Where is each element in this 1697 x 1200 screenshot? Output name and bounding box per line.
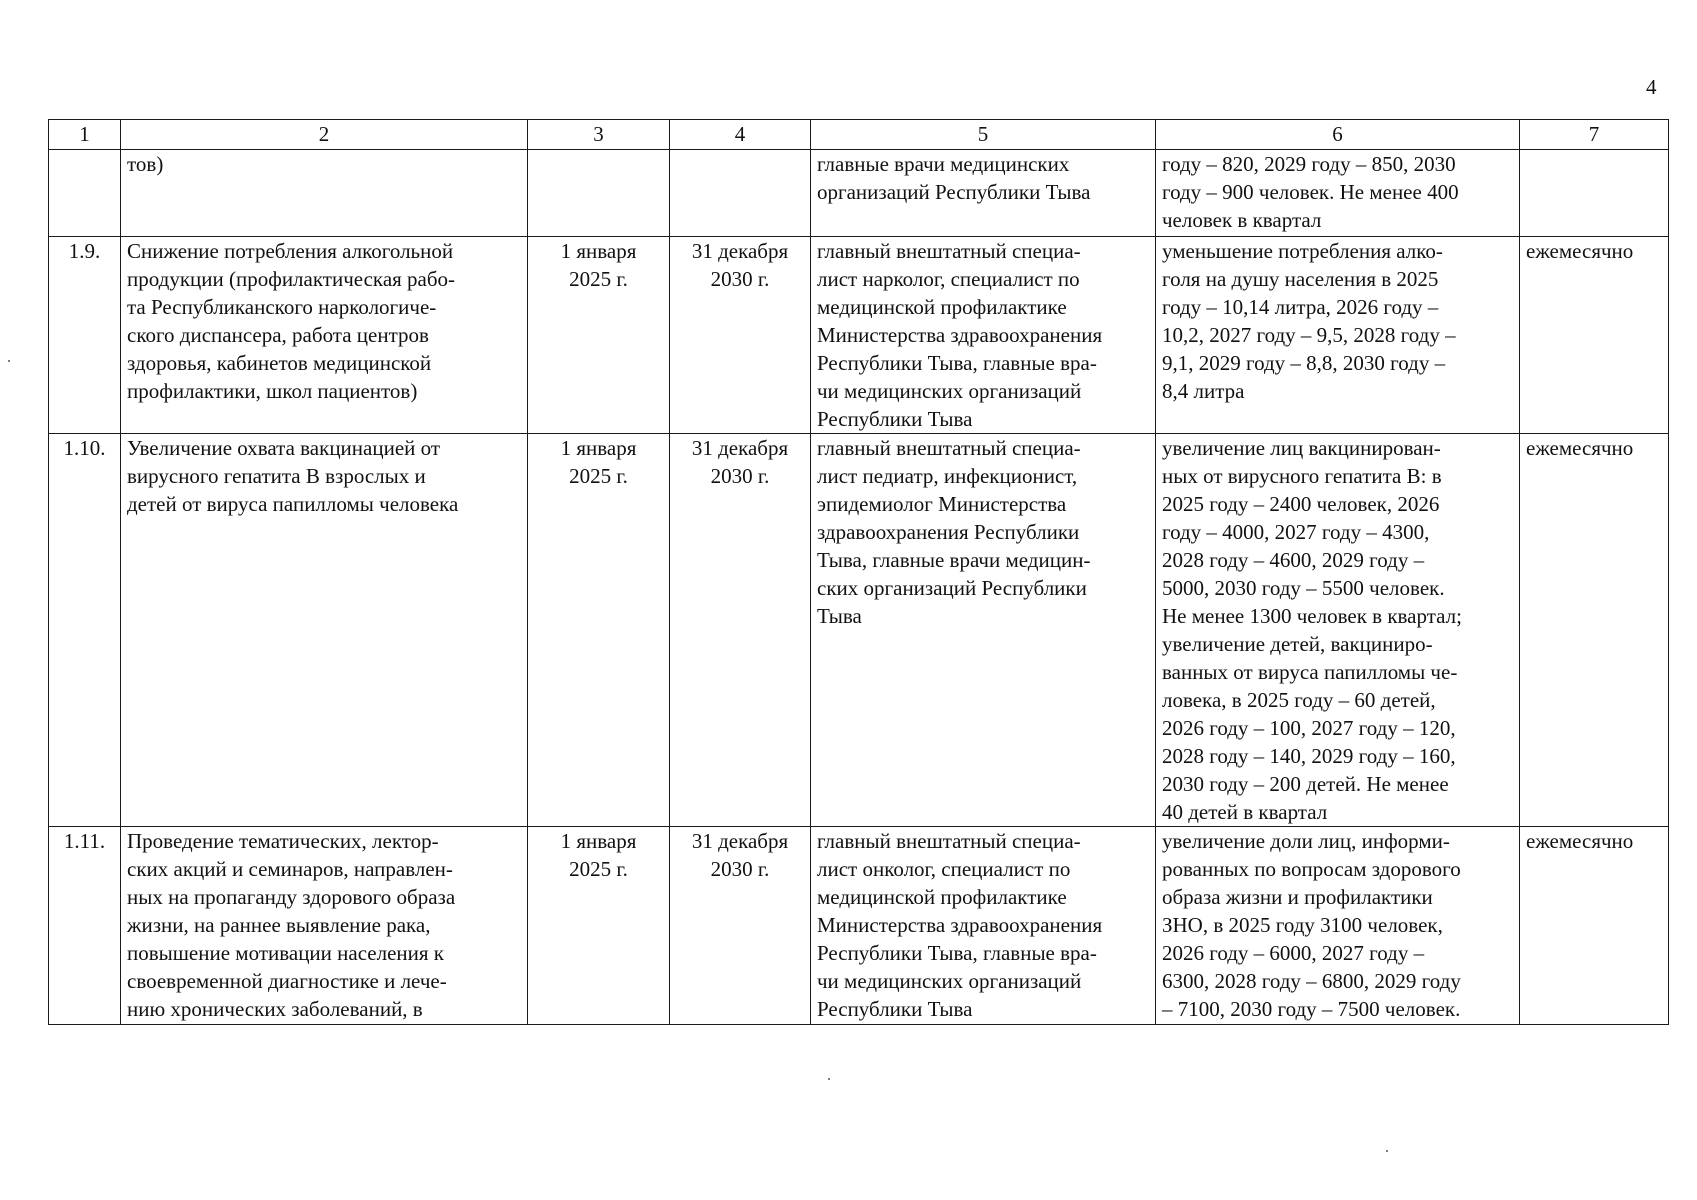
page-number: 4 [1646,75,1657,99]
item-number: 1.10. [49,434,121,827]
scan-speck [1386,1150,1388,1152]
activity-cell: Снижение потребления алкогольной продукции (профилактическая рабо- та Республиканского наркологиче- ского диспансера, работа центров здоровья, кабинетов медицинской профилактики, школ пациентов) [121,237,528,434]
column-header: 5 [811,120,1156,150]
frequency-cell: ежемесячно [1520,237,1669,434]
responsible-cell: главный внештатный специа- лист педиатр, инфекционист, эпидемиолог Министерства здравоохранения Республики Тыва, главные врачи медицин- ских организаций Республики Тыва [811,434,1156,827]
result-cell: увеличение лиц вакцинирован- ных от вирусного гепатита В: в 2025 году – 2400 человек, 2026 году – 4000, 2027 году – 4300, 2028 году – 4600, 2029 году – 5000, 2030 году – 5500 человек. Не менее 1300 человек в квартал; увеличение детей, вакциниро- ванных от вируса папилломы че- ловека, в 2025 году – 60 детей, 2026 году – 100, 2027 году – 120, 2028 году – 140, 2029 году – 160, 2030 году – 200 детей. Не менее 40 детей в квартал [1156,434,1520,827]
end-date-cell: 31 декабря 2030 г. [670,827,811,1025]
start-date-cell: 1 января 2025 г. [528,434,670,827]
column-header: 7 [1520,120,1669,150]
column-header: 4 [670,120,811,150]
measures-table [48,119,1669,1025]
start-date-cell: 1 января 2025 г. [528,237,670,434]
responsible-cell: главный внештатный специа- лист нарколог, специалист по медицинской профилактике Министерства здравоохранения Республики Тыва, главные вра- чи медицинских организаций Республики Тыва [811,237,1156,434]
result-cell: году – 820, 2029 году – 850, 2030 году – 900 человек. Не менее 400 человек в квартал [1156,150,1520,237]
item-number: 1.11. [49,827,121,1025]
result-cell: увеличение доли лиц, информи- рованных по вопросам здорового образа жизни и профилактики ЗНО, в 2025 году 3100 человек, 2026 году – 6000, 2027 году – 6300, 2028 году – 6800, 2029 году – 7100, 2030 году – 7500 человек. [1156,827,1520,1025]
end-date-cell: 31 декабря 2030 г. [670,434,811,827]
frequency-cell: ежемесячно [1520,434,1669,827]
responsible-cell: главные врачи медицинских организаций Республики Тыва [811,150,1156,237]
table-row [49,150,1669,237]
responsible-cell: главный внештатный специа- лист онколог, специалист по медицинской профилактике Министерства здравоохранения Республики Тыва, главные вра- чи медицинских организаций Республики Тыва [811,827,1156,1025]
column-header: 1 [49,120,121,150]
column-number-row [49,120,1669,150]
frequency-cell: ежемесячно [1520,827,1669,1025]
end-date-cell: 31 декабря 2030 г. [670,237,811,434]
activity-cell: Проведение тематических, лектор- ских акций и семинаров, направлен- ных на пропаганду здорового образа жизни, на раннее выявление рака, повышение мотивации населения к своевременной диагностике и лече- нию хронических заболеваний, в [121,827,528,1025]
table-row [49,237,1669,434]
scan-speck [828,1078,830,1080]
column-header: 2 [121,120,528,150]
table-row [49,434,1669,827]
column-header: 3 [528,120,670,150]
start-date-cell [528,150,670,237]
table-row [49,827,1669,1025]
column-header: 6 [1156,120,1520,150]
scan-speck [8,360,10,362]
result-cell: уменьшение потребления алко- голя на душу населения в 2025 году – 10,14 литра, 2026 году – 10,2, 2027 году – 9,5, 2028 году – 9,1, 2029 году – 8,8, 2030 году – 8,4 литра [1156,237,1520,434]
activity-cell: тов) [121,150,528,237]
item-number [49,150,121,237]
start-date-cell: 1 января 2025 г. [528,827,670,1025]
activity-cell: Увеличение охвата вакцинацией от вирусного гепатита В взрослых и детей от вируса папилломы человека [121,434,528,827]
item-number: 1.9. [49,237,121,434]
frequency-cell [1520,150,1669,237]
end-date-cell [670,150,811,237]
